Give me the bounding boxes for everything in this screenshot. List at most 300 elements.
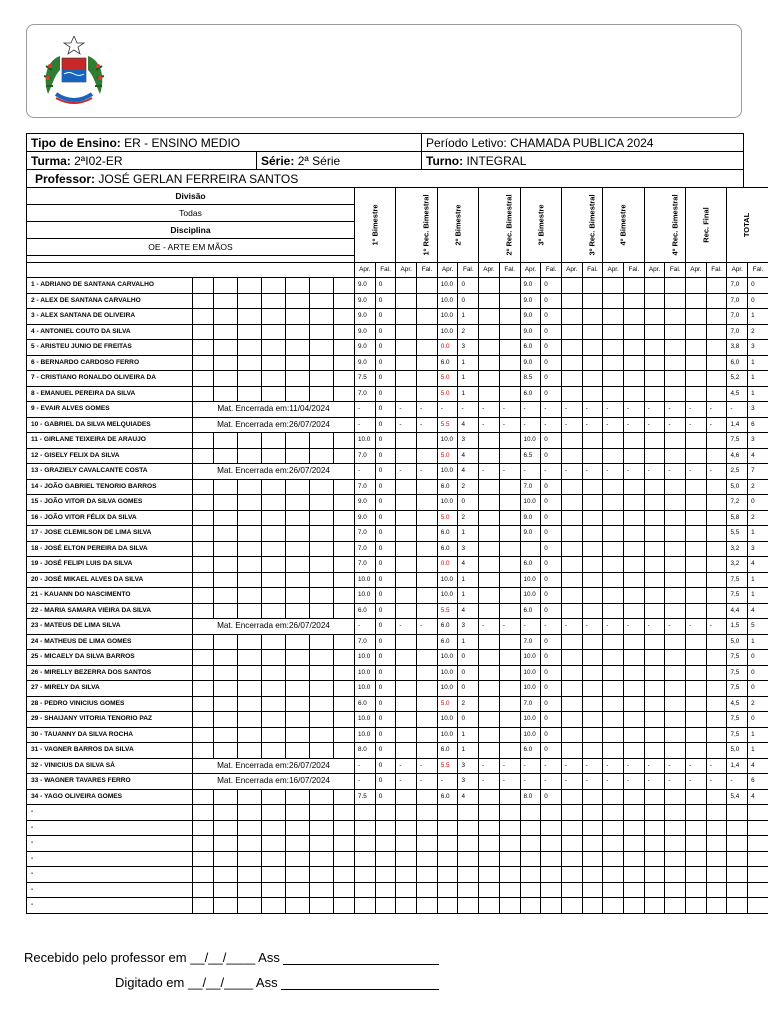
enrollment-status: Mat. Encerrada em:26/07/2024: [193, 758, 355, 774]
period-header: [644, 188, 685, 263]
grade-cell: [417, 588, 438, 604]
grade-cell: -: [355, 758, 376, 774]
empty-cell: [310, 882, 334, 898]
apr-label: Apr.: [561, 263, 582, 278]
grade-cell: 0: [748, 681, 768, 697]
grade-cell: [479, 681, 500, 697]
empty-cell: [238, 665, 262, 681]
grade-cell: [644, 526, 665, 542]
grade-cell: [623, 727, 644, 743]
empty-cell: [623, 867, 644, 883]
grade-cell: 7,0: [727, 278, 748, 294]
grade-cell: [603, 557, 624, 573]
empty-cell: [334, 278, 355, 294]
grade-cell: [603, 355, 624, 371]
empty-cell: [286, 634, 310, 650]
enrollment-status: Mat. Encerrada em:16/07/2024: [193, 774, 355, 790]
empty-cell: [582, 882, 603, 898]
grade-cell: 0: [375, 712, 396, 728]
grade-cell: [561, 696, 582, 712]
grade-cell: [644, 355, 665, 371]
grade-cell: -: [499, 758, 520, 774]
empty-cell: [214, 743, 238, 759]
empty-cell: [748, 851, 768, 867]
grade-cell: [417, 386, 438, 402]
empty-cell: [262, 541, 286, 557]
grade-cell: -: [355, 619, 376, 635]
table-row: [27, 526, 768, 542]
grade-cell: -: [520, 464, 541, 480]
grade-cell: [686, 386, 707, 402]
grade-cell: [396, 324, 417, 340]
grade-cell: 3,2: [727, 557, 748, 573]
grade-cell: 4: [748, 789, 768, 805]
grade-cell: -: [623, 402, 644, 418]
grade-cell: 0: [375, 650, 396, 666]
grade-cell: [686, 433, 707, 449]
grade-cell: -: [396, 417, 417, 433]
empty-cell: [396, 836, 417, 852]
empty-cell: [286, 278, 310, 294]
divisao-label: Divisão: [27, 188, 355, 205]
grade-cell: [396, 727, 417, 743]
grade-cell: [582, 309, 603, 325]
grade-cell: [479, 495, 500, 511]
empty-cell: [396, 851, 417, 867]
table-row: [27, 479, 768, 495]
table-row: [27, 278, 768, 294]
grade-cell: 7,5: [727, 727, 748, 743]
period-header-label: 2º Rec. Bimestral: [504, 193, 514, 256]
grade-cell: 1: [458, 371, 479, 387]
grade-cell: [396, 386, 417, 402]
empty-cell: [334, 696, 355, 712]
grade-cell: 0: [541, 433, 562, 449]
empty-cell: [310, 448, 334, 464]
empty-cell: [310, 479, 334, 495]
empty-cell: [214, 851, 238, 867]
empty-cell: [310, 541, 334, 557]
empty-cell: [214, 665, 238, 681]
empty-cell: [262, 898, 286, 914]
empty-cell: [541, 882, 562, 898]
grade-cell: 10.0: [437, 681, 458, 697]
apr-label: Apr.: [520, 263, 541, 278]
grade-cell: 5.0: [437, 696, 458, 712]
grade-cell: 6.0: [355, 603, 376, 619]
empty-cell: [193, 681, 214, 697]
grade-cell: 7,5: [727, 712, 748, 728]
student-name: 22 - MARIA SAMARA VIEIRA DA SILVA: [27, 603, 193, 619]
grade-cell: 0: [748, 712, 768, 728]
grade-cell: [603, 448, 624, 464]
empty-cell: [238, 495, 262, 511]
grade-cell: [686, 588, 707, 604]
empty-cell: [214, 634, 238, 650]
grade-cell: [396, 340, 417, 356]
grade-cell: 1: [458, 588, 479, 604]
grade-cell: [686, 309, 707, 325]
empty-cell: [686, 867, 707, 883]
empty-cell: [603, 898, 624, 914]
grade-cell: 10.0: [520, 495, 541, 511]
empty-cell: [727, 836, 748, 852]
fal-label: Fal.: [458, 263, 479, 278]
grade-cell: 9.0: [355, 293, 376, 309]
grade-cell: -: [665, 774, 686, 790]
grade-cell: [603, 278, 624, 294]
empty-cell: [262, 882, 286, 898]
grade-cell: [686, 526, 707, 542]
grade-cell: [603, 650, 624, 666]
grade-cell: 9.0: [520, 309, 541, 325]
grade-cell: 0: [541, 541, 562, 557]
table-row: [27, 433, 768, 449]
grade-cell: [499, 541, 520, 557]
grade-cell: [706, 681, 727, 697]
grade-cell: 0: [375, 417, 396, 433]
empty-cell: [262, 805, 286, 821]
grade-cell: [706, 448, 727, 464]
grade-cell: [582, 526, 603, 542]
grade-cell: -: [582, 417, 603, 433]
empty-cell: [193, 650, 214, 666]
grade-cell: 6.0: [437, 479, 458, 495]
grade-cell: 5.5: [437, 758, 458, 774]
empty-cell: [748, 882, 768, 898]
empty-cell: [334, 541, 355, 557]
empty-cell: [286, 851, 310, 867]
grade-cell: -: [644, 464, 665, 480]
grade-cell: 1: [458, 386, 479, 402]
grade-cell: [561, 386, 582, 402]
tipo-ensino-cell: Tipo de Ensino: ER - ENSINO MEDIO: [27, 134, 422, 152]
empty-cell: [193, 603, 214, 619]
grade-cell: [417, 789, 438, 805]
table-row: [27, 293, 768, 309]
table-row: [27, 495, 768, 511]
empty-cell: [238, 386, 262, 402]
grade-cell: [396, 712, 417, 728]
grade-cell: 0: [375, 526, 396, 542]
grade-cell: [561, 495, 582, 511]
grade-cell: 9.0: [520, 355, 541, 371]
grade-cell: [561, 650, 582, 666]
empty-cell: [193, 324, 214, 340]
grade-cell: 0: [375, 340, 396, 356]
empty-cell: [334, 665, 355, 681]
grade-cell: 0.0: [437, 340, 458, 356]
empty-cell: [727, 898, 748, 914]
student-name: 12 - GISELY FELIX DA SILVA: [27, 448, 193, 464]
grade-cell: [396, 634, 417, 650]
grade-cell: [479, 386, 500, 402]
grade-cell: 0: [375, 464, 396, 480]
empty-cell: [193, 820, 214, 836]
grade-cell: [417, 557, 438, 573]
grade-cell: 9.0: [520, 293, 541, 309]
empty-cell: [334, 526, 355, 542]
grade-cell: 2,5: [727, 464, 748, 480]
grade-cell: 0: [541, 309, 562, 325]
grade-cell: -: [623, 417, 644, 433]
grade-cell: [417, 278, 438, 294]
grade-cell: 0: [458, 665, 479, 681]
empty-cell: [193, 557, 214, 573]
empty-cell: [214, 278, 238, 294]
period-header: [520, 188, 561, 263]
grade-cell: 2: [748, 479, 768, 495]
empty-cell: [238, 340, 262, 356]
empty-cell: [238, 867, 262, 883]
empty-cell: [334, 634, 355, 650]
grade-cell: 7,5: [727, 681, 748, 697]
grade-cell: [644, 340, 665, 356]
table-row: [27, 371, 768, 387]
empty-cell: [193, 789, 214, 805]
grade-cell: [499, 433, 520, 449]
grade-cell: [623, 433, 644, 449]
apr-label: Apr.: [479, 263, 500, 278]
grade-cell: 7.5: [355, 371, 376, 387]
grade-cell: 5,2: [727, 371, 748, 387]
grade-cell: [603, 789, 624, 805]
empty-cell: [706, 882, 727, 898]
empty-cell: [310, 557, 334, 573]
grade-cell: 0: [541, 572, 562, 588]
table-row: [27, 836, 768, 852]
grade-cell: [396, 681, 417, 697]
grade-cell: [603, 665, 624, 681]
empty-cell: [396, 867, 417, 883]
grade-cell: [603, 603, 624, 619]
table-row: [27, 882, 768, 898]
empty-cell: [458, 882, 479, 898]
empty-cell: [582, 820, 603, 836]
grade-cell: -: [561, 464, 582, 480]
grade-cell: [417, 727, 438, 743]
empty-cell: [286, 386, 310, 402]
grade-cell: [686, 603, 707, 619]
grade-cell: [706, 712, 727, 728]
grade-cell: -: [706, 774, 727, 790]
empty-cell: [375, 898, 396, 914]
empty-cell: [286, 541, 310, 557]
empty-cell: [686, 898, 707, 914]
empty-cell: [193, 355, 214, 371]
grade-cell: 0: [375, 572, 396, 588]
grade-cell: 10.0: [355, 727, 376, 743]
grade-cell: 10.0: [355, 572, 376, 588]
grade-cell: [603, 743, 624, 759]
grade-cell: 0: [541, 526, 562, 542]
empty-cell: [193, 665, 214, 681]
empty-cell: [458, 820, 479, 836]
grade-cell: [582, 355, 603, 371]
empty-cell: [334, 433, 355, 449]
table-row: [27, 340, 768, 356]
grade-cell: [561, 433, 582, 449]
grade-cell: 0: [541, 727, 562, 743]
empty-cell: [238, 293, 262, 309]
empty-cell: [375, 805, 396, 821]
empty-cell: [262, 681, 286, 697]
empty-cell: [214, 789, 238, 805]
grade-cell: [706, 371, 727, 387]
empty-cell: [334, 820, 355, 836]
serie-cell: Série: 2ª Série: [257, 152, 422, 170]
grade-cell: 10.0: [437, 278, 458, 294]
empty-cell: [437, 882, 458, 898]
grade-cell: 0: [458, 712, 479, 728]
grade-cell: [665, 696, 686, 712]
grade-cell: [479, 510, 500, 526]
grade-cell: [479, 309, 500, 325]
apr-label: Apr.: [355, 263, 376, 278]
grade-cell: [561, 588, 582, 604]
grade-cell: 10.0: [437, 324, 458, 340]
grade-cell: [582, 588, 603, 604]
empty-cell: [214, 696, 238, 712]
received-signature-line: Recebido pelo professor em __/__/____ Ass: [24, 950, 439, 965]
grade-cell: 10.0: [355, 650, 376, 666]
grade-cell: 0: [541, 789, 562, 805]
empty-cell: [214, 681, 238, 697]
table-row: [27, 774, 768, 790]
grade-cell: 0: [375, 386, 396, 402]
empty-cell: [334, 867, 355, 883]
grade-cell: [686, 340, 707, 356]
grade-cell: [499, 712, 520, 728]
grade-cell: 0: [375, 355, 396, 371]
professor-cell: Professor: JOSÉ GERLAN FERREIRA SANTOS: [27, 170, 744, 188]
grade-cell: [582, 293, 603, 309]
grade-cell: [623, 572, 644, 588]
grade-cell: [603, 572, 624, 588]
empty-cell: [561, 805, 582, 821]
grade-cell: [603, 495, 624, 511]
grade-cell: [582, 324, 603, 340]
grade-cell: 1: [458, 634, 479, 650]
grade-cell: [603, 588, 624, 604]
grade-cell: [561, 789, 582, 805]
grade-cell: 6.0: [437, 355, 458, 371]
turma-cell: Turma: 2ªI02-ER: [27, 152, 257, 170]
grade-cell: [479, 650, 500, 666]
empty-cell: [286, 820, 310, 836]
student-name: 18 - JOSÉ ELTON PEREIRA DA SILVA: [27, 541, 193, 557]
grade-cell: -: [582, 758, 603, 774]
empty-cell: [334, 479, 355, 495]
empty-cell: [214, 727, 238, 743]
empty-cell: [286, 588, 310, 604]
grade-cell: [396, 526, 417, 542]
grade-cell: [479, 448, 500, 464]
grade-cell: [623, 371, 644, 387]
grade-cell: 0: [541, 495, 562, 511]
grade-cell: 9.0: [520, 324, 541, 340]
grade-cell: 6.0: [520, 386, 541, 402]
grade-cell: 9.0: [355, 278, 376, 294]
grade-cell: 1: [748, 371, 768, 387]
empty-cell: [310, 510, 334, 526]
empty-cell: [603, 867, 624, 883]
empty-cell: [238, 557, 262, 573]
grade-cell: [582, 572, 603, 588]
empty-cell: [286, 898, 310, 914]
empty-cell: [334, 371, 355, 387]
student-name: 24 - MATHEUS DE LIMA GOMES: [27, 634, 193, 650]
grade-cell: [582, 712, 603, 728]
empty-cell: [214, 805, 238, 821]
empty-cell: [238, 898, 262, 914]
grade-cell: 4: [458, 789, 479, 805]
grade-cell: [686, 448, 707, 464]
empty-cell: [238, 479, 262, 495]
table-row: [27, 324, 768, 340]
grade-cell: 5,0: [727, 743, 748, 759]
student-name: 19 - JOSÉ FELIPI LUIS DA SILVA: [27, 557, 193, 573]
period-header: [355, 188, 396, 263]
student-name: 32 - VINICIUS DA SILVA SÁ: [27, 758, 193, 774]
empty-cell: [238, 743, 262, 759]
empty-cell: [396, 805, 417, 821]
empty-cell: [214, 371, 238, 387]
grade-cell: -: [561, 758, 582, 774]
grade-cell: [582, 665, 603, 681]
grade-cell: [686, 371, 707, 387]
empty-cell: [499, 836, 520, 852]
empty-cell: [334, 727, 355, 743]
grade-cell: [706, 278, 727, 294]
empty-cell: [520, 836, 541, 852]
grade-cell: [706, 727, 727, 743]
grade-cell: [499, 293, 520, 309]
grade-cell: 4: [748, 603, 768, 619]
empty-cell: [286, 526, 310, 542]
grade-cell: -: [541, 758, 562, 774]
grade-cell: -: [582, 402, 603, 418]
grade-cell: 0: [375, 681, 396, 697]
grade-cell: 7.0: [520, 634, 541, 650]
empty-cell: [238, 448, 262, 464]
student-name: 3 - ALEX SANTANA DE OLIVEIRA: [27, 309, 193, 325]
student-name: 11 - GIRLANE TEIXEIRA DE ARAUJO: [27, 433, 193, 449]
grade-cell: 0: [541, 743, 562, 759]
empty-cell: [541, 851, 562, 867]
grade-cell: -: [665, 402, 686, 418]
period-header-label: 1º Bimestre: [370, 203, 380, 246]
grade-cell: 3,2: [727, 541, 748, 557]
table-row: [27, 309, 768, 325]
grade-cell: [686, 789, 707, 805]
empty-cell: [437, 867, 458, 883]
grade-cell: [686, 650, 707, 666]
empty-cell: [193, 712, 214, 728]
empty-cell: [262, 572, 286, 588]
grade-cell: [644, 448, 665, 464]
empty-cell: [286, 696, 310, 712]
enrollment-status: Mat. Encerrada em:26/07/2024: [193, 464, 355, 480]
grade-cell: -: [561, 619, 582, 635]
grade-cell: 2: [748, 324, 768, 340]
divisao-value: Todas: [27, 205, 355, 222]
grade-cell: 5,0: [727, 634, 748, 650]
grade-cell: [623, 650, 644, 666]
grade-cell: 7.0: [355, 526, 376, 542]
grade-cell: 4: [458, 557, 479, 573]
empty-cell: [310, 324, 334, 340]
